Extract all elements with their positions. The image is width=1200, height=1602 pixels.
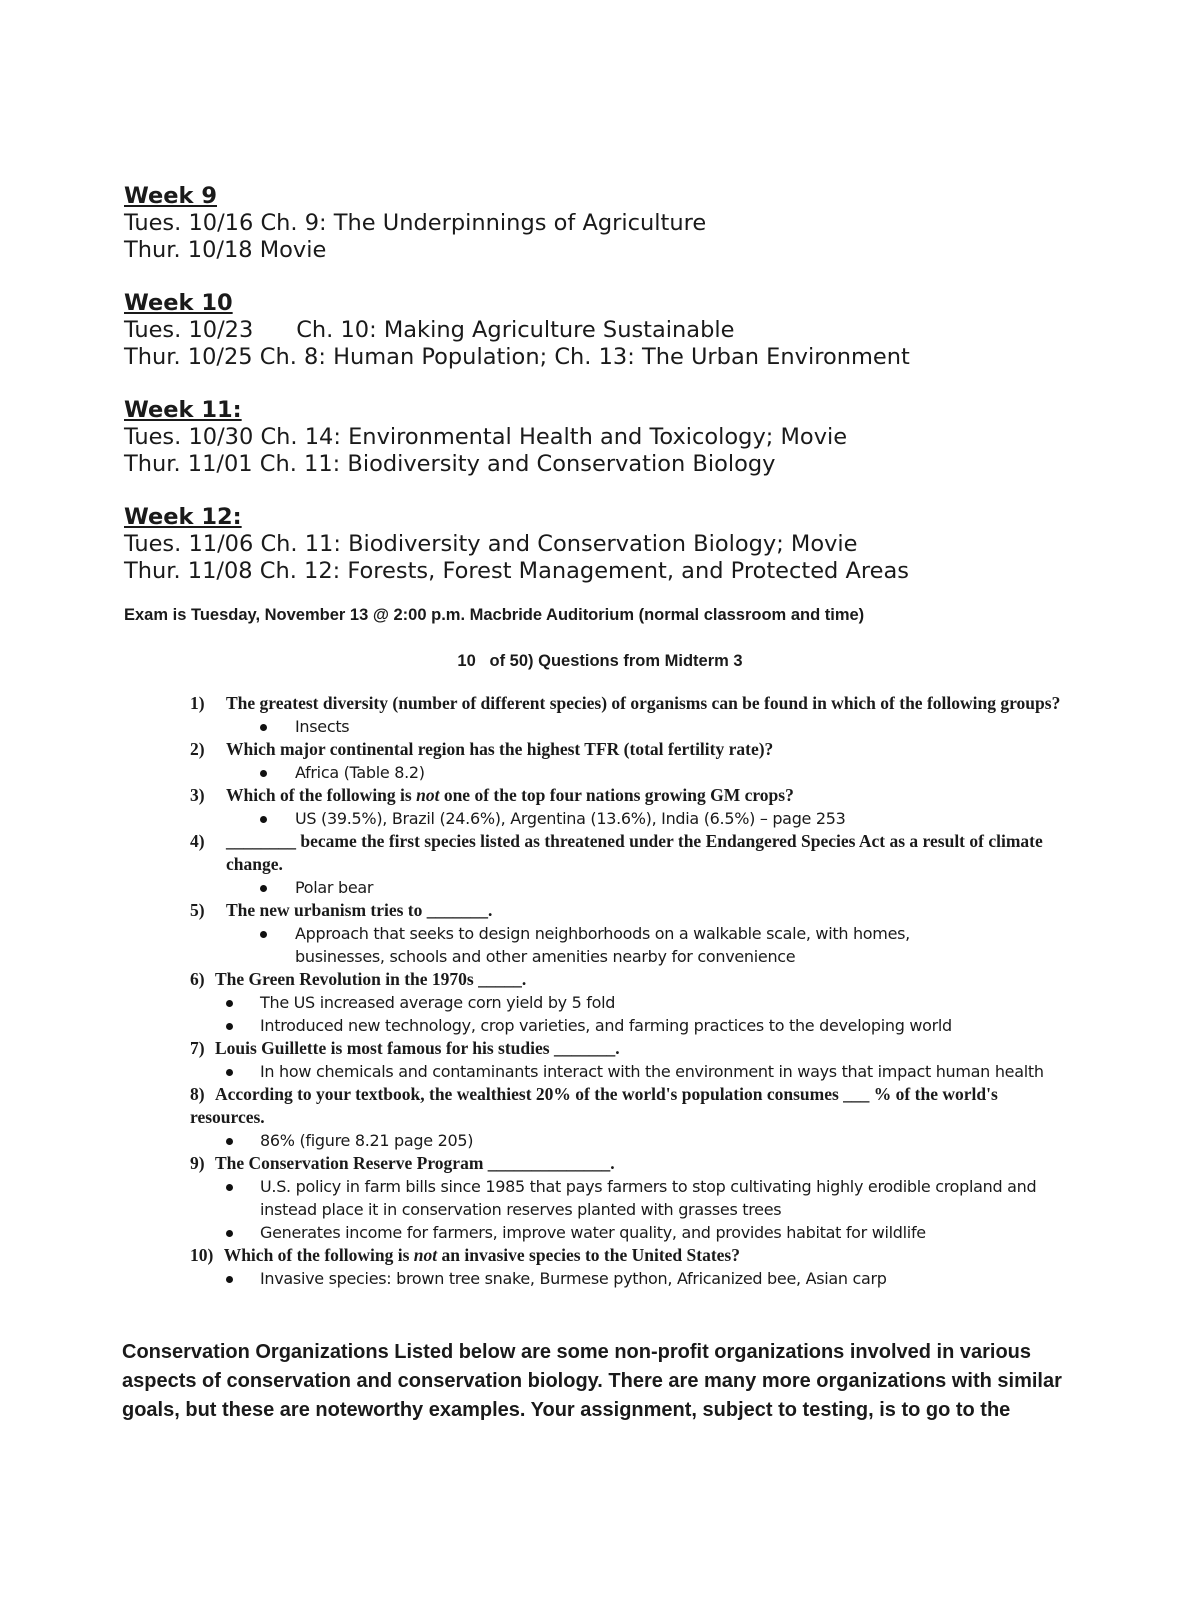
question-number: 5) xyxy=(190,900,205,920)
answer-text: Africa (Table 8.2) xyxy=(295,763,425,782)
week-title: Week 12: xyxy=(124,504,242,530)
answer-text: Insects xyxy=(295,717,350,736)
question-text-part: an invasive species to the United States? xyxy=(437,1245,740,1265)
question-item xyxy=(0,738,1200,761)
question-text: Louis Guillette is most famous for his studies _______. xyxy=(214,1038,620,1058)
schedule-line: Tues. 11/06 Ch. 11: Biodiversity and Conservation Biology; Movie xyxy=(124,531,858,557)
question-text-part: Which of the following is xyxy=(226,785,417,805)
answer-item xyxy=(0,1129,1200,1152)
bullet-icon xyxy=(226,1230,233,1237)
answer-item xyxy=(0,1221,1200,1244)
schedule-line: Thur. 10/25 Ch. 8: Human Population; Ch. 13: The Urban Environment xyxy=(124,344,910,370)
schedule-line: Thur. 10/18 Movie xyxy=(124,237,327,263)
question-item xyxy=(0,899,1200,922)
bullet-icon xyxy=(260,885,267,892)
answer-item xyxy=(0,761,1200,784)
question-text xyxy=(224,1245,740,1265)
question-number: 7) xyxy=(190,1038,205,1058)
answer-item xyxy=(0,1175,1200,1221)
answer-item xyxy=(0,922,1200,968)
answer-text: Polar bear xyxy=(295,878,374,897)
answer-item xyxy=(0,876,1200,899)
answer-item xyxy=(0,1060,1200,1083)
schedule-line: Thur. 11/01 Ch. 11: Biodiversity and Conservation Biology xyxy=(124,451,776,477)
bullet-icon xyxy=(226,1069,233,1076)
answer-text: The US increased average corn yield by 5 fold xyxy=(260,993,616,1012)
bullet-icon xyxy=(260,724,267,731)
answer-item xyxy=(0,1267,1200,1290)
schedule-line: Tues. 10/30 Ch. 14: Environmental Health and Toxicology; Movie xyxy=(124,424,848,450)
question-item xyxy=(0,1083,1070,1129)
question-text: The new urbanism tries to _______. xyxy=(226,900,493,920)
weekly-schedule xyxy=(124,183,1084,611)
question-text: The Conservation Reserve Program ______________. xyxy=(214,1153,615,1173)
question-text-part: Which of the following is xyxy=(223,1245,414,1265)
bullet-icon xyxy=(260,770,267,777)
bullet-icon xyxy=(226,1000,233,1007)
answer-item xyxy=(0,807,1200,830)
question-number: 1) xyxy=(190,693,205,713)
week-block xyxy=(124,183,1084,264)
exam-note: Exam is Tuesday, November 13 @ 2:00 p.m. Macbride Auditorium (normal classroom and time) xyxy=(124,606,865,624)
question-number: 9) xyxy=(190,1153,205,1173)
answer-item xyxy=(0,1014,1200,1037)
question-item xyxy=(0,692,1200,715)
week-block xyxy=(124,504,1084,585)
question-number: 10) xyxy=(190,1245,214,1265)
question-number: 6) xyxy=(190,969,205,989)
schedule-line: Thur. 11/08 Ch. 12: Forests, Forest Management, and Protected Areas xyxy=(124,558,909,584)
answer-item xyxy=(0,715,1200,738)
question-number: 2) xyxy=(190,739,205,759)
answer-text: Generates income for farmers, improve water quality, and provides habitat for wildlife xyxy=(260,1223,926,1242)
question-text: According to your textbook, the wealthiest 20% of the world's population consumes ___ % of the world's resources. xyxy=(190,1084,998,1127)
bullet-icon xyxy=(260,931,267,938)
question-item xyxy=(0,1037,1070,1060)
answer-text: Invasive species: brown tree snake, Burmese python, Africanized bee, Asian carp xyxy=(260,1269,887,1288)
bullet-icon xyxy=(226,1184,233,1191)
question-text: Which major continental region has the highest TFR (total fertility rate)? xyxy=(226,739,774,759)
week-block xyxy=(124,397,1084,478)
question-number: 8) xyxy=(190,1084,205,1104)
schedule-line: Tues. 10/16 Ch. 9: The Underpinnings of Agriculture xyxy=(124,210,707,236)
week-title: Week 10 xyxy=(124,290,233,316)
bullet-icon xyxy=(226,1276,233,1283)
answer-text: U.S. policy in farm bills since 1985 that pays farmers to stop cultivating highly erodible cropland and instead place it in conservation reserves planted with grasses trees xyxy=(260,1177,1037,1219)
question-text: The Green Revolution in the 1970s _____. xyxy=(214,969,527,989)
bullet-icon xyxy=(260,816,267,823)
question-item xyxy=(0,784,1200,807)
answer-text: US (39.5%), Brazil (24.6%), Argentina (13.6%), India (6.5%) – page 253 xyxy=(295,809,846,828)
week-title: Week 9 xyxy=(124,183,217,209)
question-text-part: one of the top four nations growing GM crops? xyxy=(439,785,794,805)
question-text: ________ became the first species listed as threatened under the Endangered Species Act as a result of climate change. xyxy=(226,831,1043,874)
question-item xyxy=(0,968,1070,991)
bullet-icon xyxy=(226,1023,233,1030)
schedule-line: Tues. 10/23 Ch. 10: Making Agriculture Sustainable xyxy=(124,317,735,343)
question-number: 4) xyxy=(190,831,205,851)
question-emphasis: not xyxy=(413,1245,438,1265)
question-emphasis: not xyxy=(416,785,440,805)
question-text: The greatest diversity (number of different species) of organisms can be found in which of the following groups? xyxy=(226,693,1061,713)
question-item xyxy=(0,830,1200,876)
question-item xyxy=(0,1152,1070,1175)
week-title: Week 11: xyxy=(124,397,242,423)
question-item xyxy=(0,1244,1070,1267)
bullet-icon xyxy=(226,1138,233,1145)
conservation-paragraph: Conservation Organizations Listed below are some non-profit organizations involved in various aspects of conservation and conservation biology. There are many more organizations with similar goals, but these are noteworthy examples. Your assignment, subject to testing, is to go to the xyxy=(122,1341,1062,1421)
answer-text: 86% (figure 8.21 page 205) xyxy=(260,1131,474,1150)
question-list xyxy=(0,692,1200,1290)
answer-text: Introduced new technology, crop varieties, and farming practices to the developing world xyxy=(260,1016,952,1035)
question-number: 3) xyxy=(190,785,205,805)
questions-heading: 10 of 50) Questions from Midterm 3 xyxy=(457,652,743,670)
week-block xyxy=(124,290,1084,371)
question-text xyxy=(226,784,1066,807)
answer-item xyxy=(0,991,1200,1014)
answer-text: In how chemicals and contaminants interact with the environment in ways that impact human health xyxy=(260,1062,1044,1081)
answer-text: Approach that seeks to design neighborhoods on a walkable scale, with homes, businesses, schools and other amenities nearby for convenience xyxy=(295,924,910,966)
